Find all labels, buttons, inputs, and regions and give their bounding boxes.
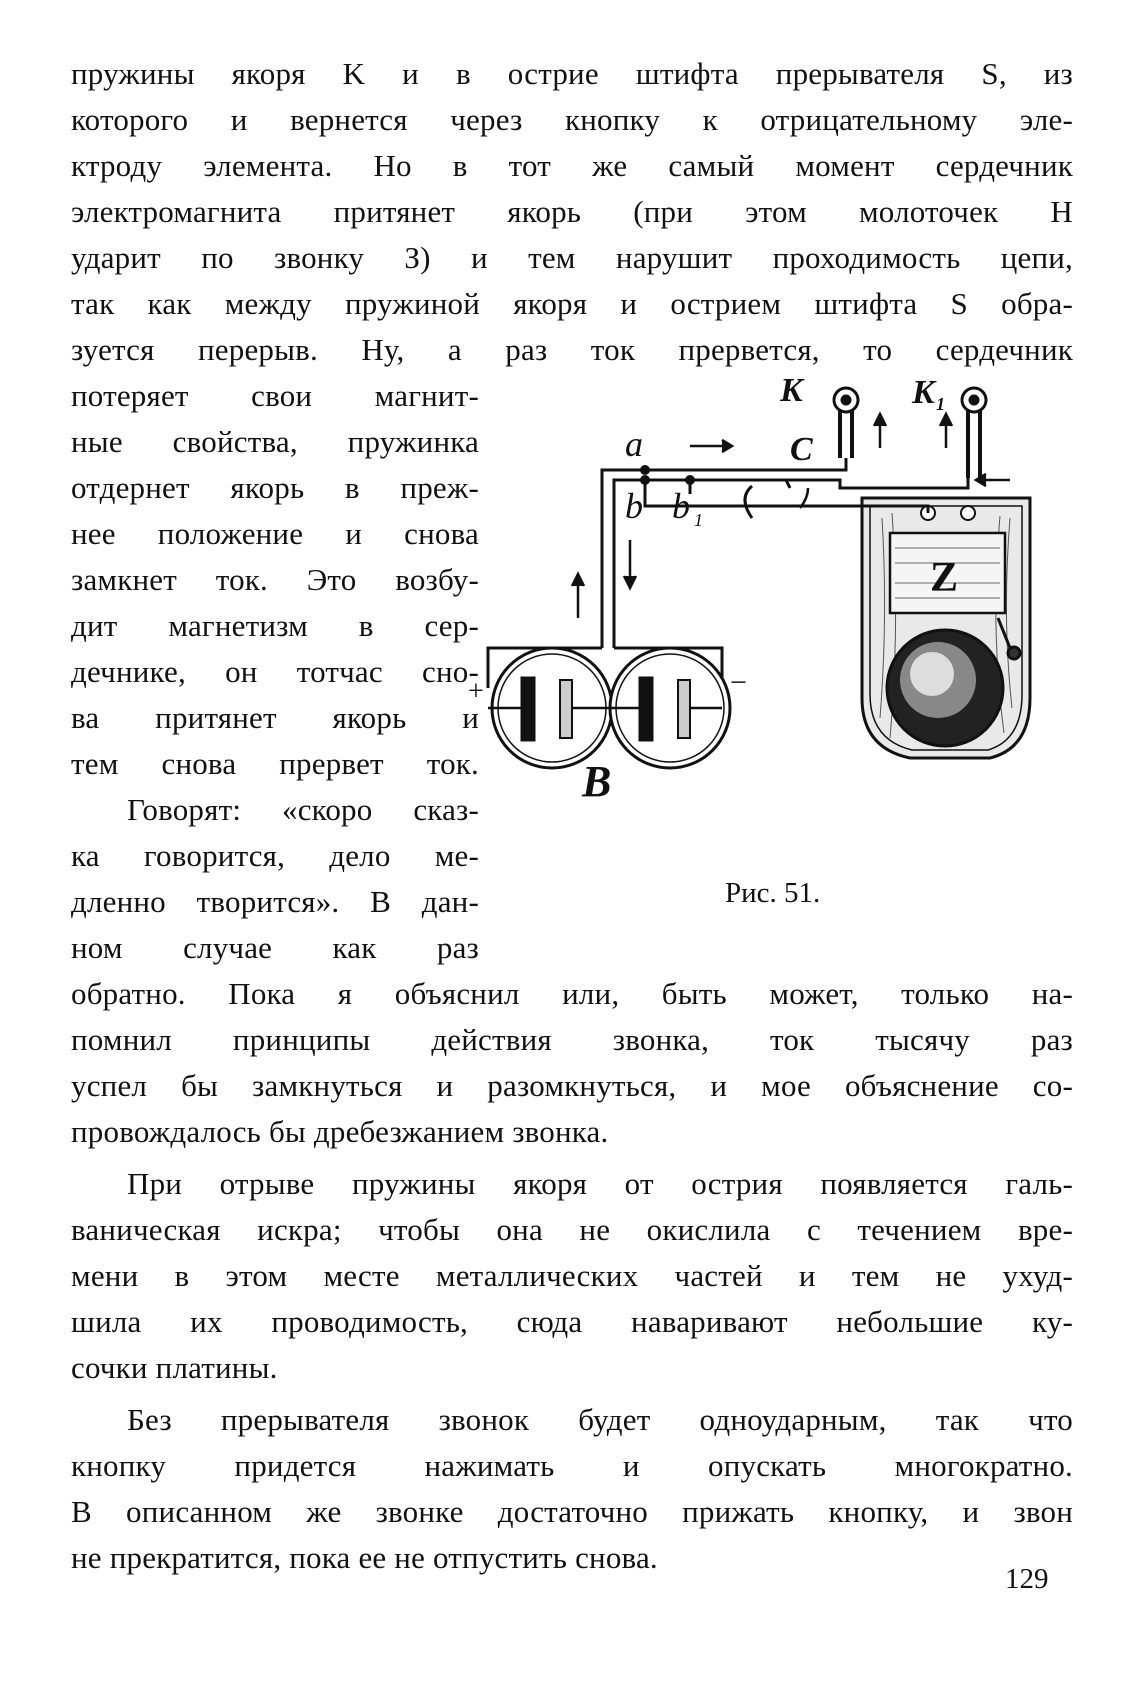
text-line: замкнет ток. Это возбу- [71, 562, 479, 597]
text-line: успел бы замкнуться и разомкнуться, и мое объяснение со- [71, 1068, 1073, 1103]
label-plus: + [468, 676, 484, 707]
text-line: шила их проводимость, сюда наваривают небольшие ку- [71, 1304, 1073, 1339]
text-line: тем снова прервет ток. [71, 746, 479, 781]
label-k: K [780, 372, 803, 409]
text-line: кнопку придется нажимать и опускать многократно. [71, 1448, 1073, 1483]
text-line: нее положение и снова [71, 516, 479, 551]
text-line: отдернет якорь в преж- [71, 470, 479, 505]
text-line: мени в этом месте металлических частей и тем не ухуд- [71, 1258, 1073, 1293]
label-b1: b [672, 486, 690, 526]
text-line: электромагнита притянет якорь (при этом молоточек H [71, 194, 1073, 229]
text-line: ка говорится, дело ме- [71, 838, 479, 873]
text-line: дечнике, он тотчас сно- [71, 654, 479, 689]
text-line: В описанном же звонке достаточно прижать кнопку, и звон [71, 1494, 1073, 1529]
text-line: ваническая искра; чтобы она не окислила с течением вре- [71, 1212, 1073, 1247]
page-number: 129 [1005, 1563, 1049, 1595]
label-c: C [790, 431, 813, 468]
text-line: дит магнетизм в сер- [71, 608, 479, 643]
text-line: ные свойства, пружинка [71, 424, 479, 459]
text-line: провождалось бы дребезжанием звонка. [71, 1114, 609, 1149]
label-a: a [625, 424, 643, 464]
text-line: ном случае как раз [71, 930, 479, 965]
text-line: обратно. Пока я объяснил или, быть может, только на- [71, 976, 1073, 1011]
text-line: Говорят: «скоро сказ- [127, 792, 479, 827]
text-line: помнил принципы действия звонка, ток тысячу раз [71, 1022, 1073, 1057]
text-line: При отрыве пружины якоря от острия появляется галь- [127, 1166, 1073, 1201]
text-line: зуется перерыв. Ну, а раз ток прервется, то сердечник [71, 332, 1073, 367]
label-battery: B [582, 757, 612, 806]
label-z: Z [930, 555, 959, 601]
text-line: потеряет свои магнит- [71, 378, 479, 413]
text-line: дленно творится». В дан- [71, 884, 479, 919]
text-line: так как между пружиной якоря и острием штифта S обра- [71, 286, 1073, 321]
label-b1-subscript: 1 [694, 510, 703, 530]
text-line: пружины якоря K и в острие штифта прерывателя S, из [71, 56, 1073, 91]
text-line: ва притянет якорь и [71, 700, 479, 735]
bell-circuit-figure [468, 372, 1080, 853]
label-k1: K [912, 374, 935, 411]
text-line: ударит по звонку З) и тем нарушит проходимость цепи, [71, 240, 1073, 275]
text-line: сочки платины. [71, 1350, 278, 1385]
text-line: Без прерывателя звонок будет одноударным, так что [127, 1402, 1073, 1437]
text-line: которого и вернется через кнопку к отрицательному эле- [71, 102, 1073, 137]
text-line: не прекратится, пока ее не отпустить снова. [71, 1540, 658, 1575]
label-minus: − [730, 666, 747, 699]
label-k1-subscript: 1 [936, 394, 945, 414]
figure-caption: Рис. 51. [725, 877, 821, 909]
text-line: ктроду элемента. Но в тот же самый момент сердечник [71, 148, 1073, 183]
label-b: b [625, 486, 643, 526]
